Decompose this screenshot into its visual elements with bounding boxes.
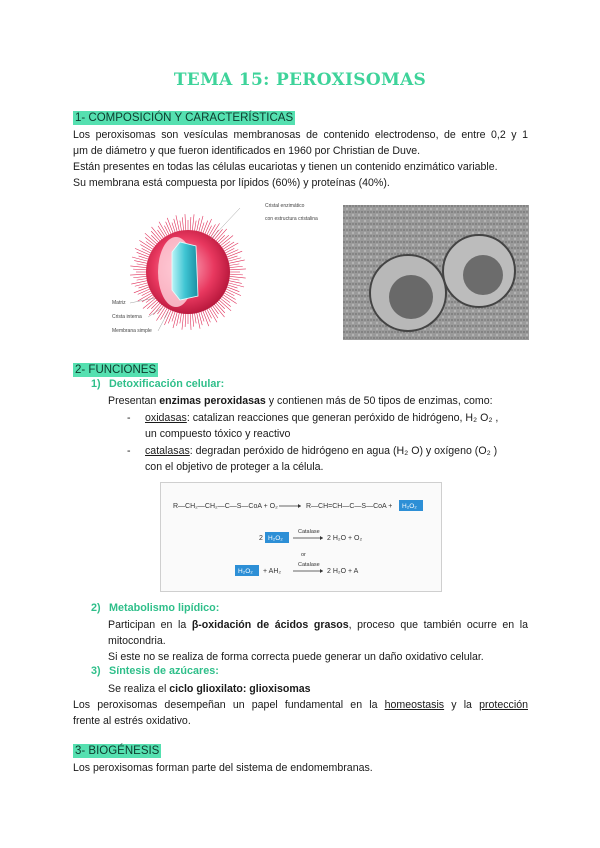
- paragraph-line: [108, 681, 528, 697]
- paragraph-line: [145, 410, 530, 426]
- subheading-detoxificacion: [91, 378, 224, 390]
- diagram-label: Membrana simple: [112, 328, 152, 334]
- membrane-spike: [202, 221, 207, 235]
- membrane-spike: [192, 312, 194, 327]
- membrane-spike: [190, 217, 191, 232]
- subheading-metabolismo: [91, 602, 219, 614]
- membrane-spike: [168, 309, 173, 323]
- membrane-spike: [138, 288, 152, 294]
- diagram-label: con estructura cristalina: [265, 216, 318, 222]
- bullet: -: [127, 412, 131, 424]
- term-proteccion: protección: [479, 699, 528, 711]
- list-number: 3): [91, 665, 101, 677]
- subheading-label: Metabolismo lipídico:: [109, 602, 220, 614]
- membrane-spike: [190, 312, 191, 330]
- membrane-spike: [133, 269, 148, 270]
- text: y contienen más de 50 tipos de enzimas, como:: [265, 395, 493, 407]
- membrane-spike: [130, 266, 148, 268]
- h2o2-box: H₂O₂: [238, 568, 253, 575]
- page-title: TEMA 15: PEROXISOMAS: [173, 70, 427, 90]
- list-number: 1): [91, 378, 101, 390]
- paragraph-line: Están presentes en todas las células eucariotas y tienen un contenido enzimático variable.: [73, 161, 498, 173]
- reaction-figure: [160, 482, 442, 592]
- term-oxidasas: oxidasas: [145, 412, 187, 424]
- membrane-spike: [204, 309, 210, 323]
- paragraph-line: frente al estrés oxidativo.: [73, 715, 191, 727]
- ah2: + AH₂: [263, 568, 282, 575]
- paragraph-line: [108, 393, 528, 409]
- membrane-spike: [182, 312, 184, 330]
- paragraph-line: Los peroxisomas forman parte del sistema de endomembranas.: [73, 762, 373, 774]
- membrane-spike: [185, 312, 186, 327]
- paragraph-line: Su membrana está compuesta por lípidos (60%) y proteínas (40%).: [73, 177, 390, 189]
- term-catalasas: catalasas: [145, 445, 190, 457]
- reaction-right: R—CH=CH—C—S—CoA +: [306, 503, 393, 510]
- section-heading-composicion: 1- COMPOSICIÓN Y CARACTERÍSTICAS: [75, 112, 294, 124]
- peroxisome-diagram: [110, 200, 318, 345]
- paragraph-line: [73, 697, 528, 713]
- reaction-svg: [161, 483, 441, 591]
- bold-term: ciclo glioxilato: glioxisomas: [169, 683, 311, 695]
- membrane-spike: [225, 286, 239, 291]
- membrane-spike: [228, 266, 243, 268]
- section-heading-biogenesis: 3- BIOGÉNESIS: [75, 745, 160, 757]
- membrane-spike: [185, 214, 186, 232]
- term-homeostasis: homeostasis: [384, 699, 445, 711]
- text: Participan en la: [108, 619, 192, 631]
- paragraph-line: μm de diámetro y que fueron identificados en 1960 por Christian de Duve.: [73, 145, 421, 157]
- paragraph-line: [108, 617, 528, 633]
- membrane-spike: [137, 252, 151, 257]
- subheading-label: Detoxificación celular:: [109, 378, 225, 390]
- paragraph-line: [145, 443, 530, 459]
- catalase-label: Catalase: [298, 529, 320, 535]
- list-number: 2): [91, 602, 101, 614]
- diagram-label: Cristal enzimático: [265, 203, 305, 209]
- membrane-spike: [228, 269, 246, 270]
- h2o2-box: H₂O₂: [402, 503, 417, 510]
- paragraph-line: un compuesto tóxico y reactivo: [145, 428, 291, 440]
- membrane-spike: [130, 274, 148, 275]
- membrane-spike: [151, 227, 162, 241]
- catalase-label: Catalase: [298, 562, 320, 568]
- membrane-spike: [219, 235, 233, 246]
- text: Los peroxisomas desempeñan un papel fundamental en la: [73, 699, 385, 711]
- h2o2-box: H₂O₂: [268, 535, 283, 542]
- membrane-spike: [182, 217, 184, 232]
- section-heading-funciones: 2- FUNCIONES: [75, 364, 157, 376]
- membrane-spike: [228, 274, 243, 275]
- text: Se realiza el: [108, 683, 170, 695]
- bullet: -: [127, 445, 131, 457]
- product-1: 2 H₂O + O₂: [327, 535, 363, 542]
- text: : catalizan reacciones que generan peróxido de hidrógeno, H₂ O₂ ,: [186, 412, 499, 424]
- bold-term: enzimas peroxidasas: [159, 395, 266, 407]
- diagram-label: Matriz: [112, 300, 126, 306]
- membrane-spike: [225, 250, 239, 256]
- membrane-spike: [215, 229, 227, 242]
- membrane-spike: [228, 276, 246, 278]
- or-label: or: [301, 552, 306, 558]
- coef: 2: [259, 535, 263, 542]
- text: , proceso que también ocurre en la: [348, 619, 528, 631]
- membrane-spike: [192, 214, 194, 232]
- paragraph-line: con el objetivo de proteger a la célula.: [145, 461, 324, 473]
- text: : degradan peróxido de hidrógeno en agua (H₂ O) y oxígeno (O₂ ): [189, 445, 498, 457]
- paragraph-line: Si este no se realiza de forma correcta puede generar un daño oxidativo celular.: [108, 651, 484, 663]
- paragraph-line: mitocondria.: [108, 635, 166, 647]
- reaction-left: R—CH₂—CH₂—C—S—CoA + O₂: [173, 503, 278, 510]
- diagram-label: Crista interna: [112, 314, 142, 320]
- subheading-sintesis: [91, 665, 219, 677]
- bold-term: β-oxidación de ácidos grasos: [191, 619, 349, 631]
- membrane-spike: [218, 299, 231, 311]
- membrane-spike: [166, 222, 172, 236]
- micrograph-image: [343, 205, 529, 340]
- paragraph-line: Los peroxisomas son vesículas membranosas de contenido electrodenso, de entre 0,2 y 1: [73, 129, 528, 141]
- membrane-spike: [145, 233, 158, 245]
- product-2: 2 H₂O + A: [327, 568, 359, 575]
- subheading-label: Síntesis de azúcares:: [109, 665, 219, 677]
- membrane-spike: [149, 302, 161, 315]
- membrane-spike: [213, 303, 224, 317]
- text: y la: [444, 699, 480, 711]
- text: Presentan: [108, 395, 160, 407]
- membrane-spike: [133, 276, 148, 278]
